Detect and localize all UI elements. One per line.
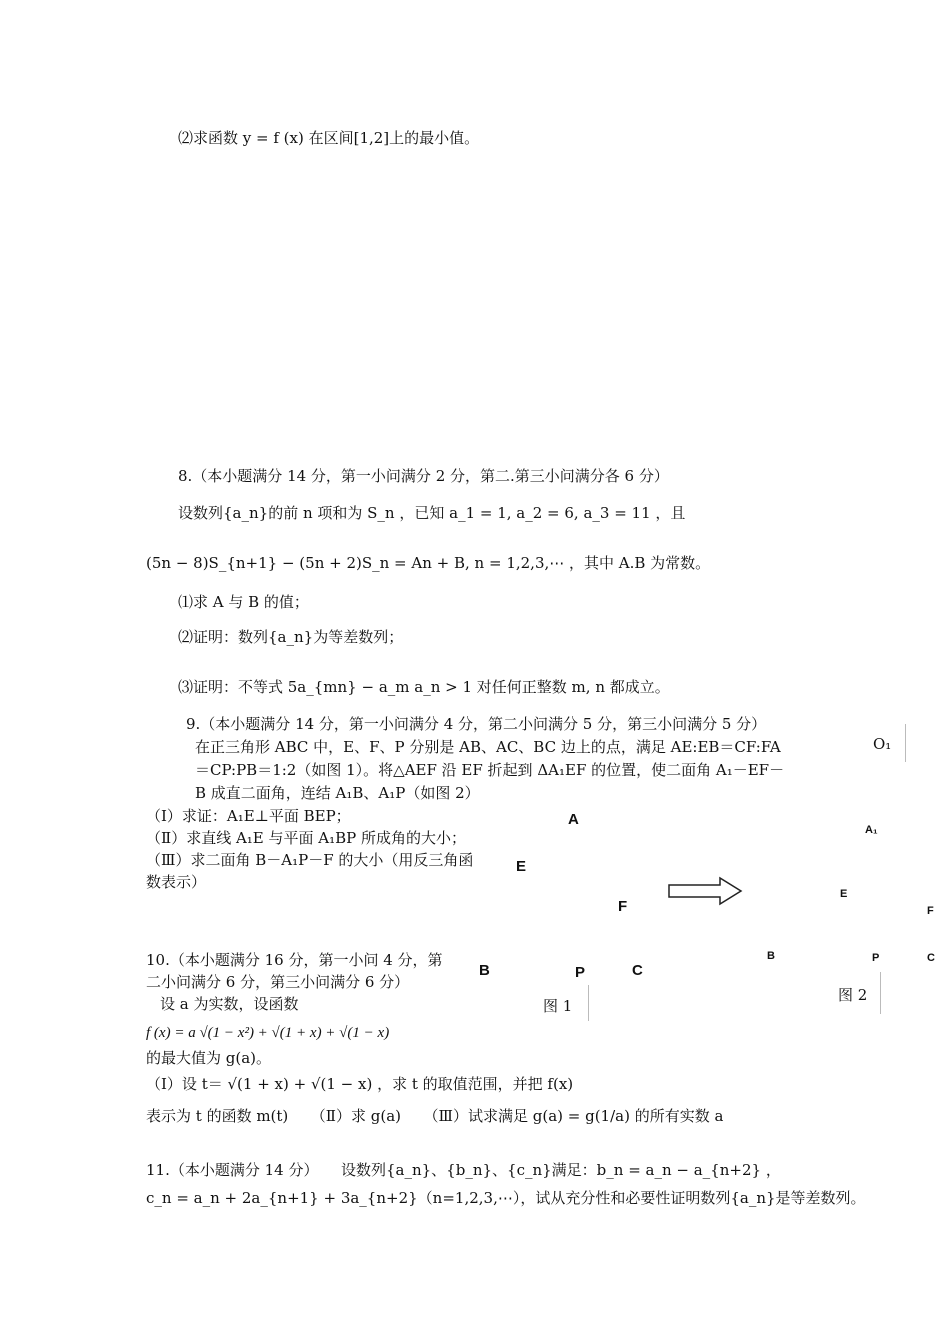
fig1-caption: 图 1 [543, 997, 573, 1015]
fold-arrow-icon [668, 876, 744, 906]
q11-line1: 11.（本小题满分 14 分） 设数列{a_n}、{b_n}、{c_n}满足：b_n = a_n − a_{n+2} ， [146, 1161, 781, 1179]
fig2-label-e: E [840, 888, 848, 900]
q9-line2: 在正三角形 ABC 中，E、F、P 分别是 AB、AC、BC 边上的点，满足 AE:EB＝CF:FA [195, 738, 781, 756]
fig1-label-f: F [618, 898, 628, 915]
q8-header: 8.（本小题满分 14 分，第一小问满分 2 分，第二.第三小问满分各 6 分） [178, 467, 669, 485]
fig1-divider [588, 985, 589, 1021]
fig1-label-a: A [568, 811, 579, 828]
fig1-label-p: P [575, 964, 586, 981]
q8-part3: ⑶证明：不等式 5a_{mn} − a_m a_n > 1 对任何正整数 m, n 都成立。 [178, 678, 670, 696]
q8-part2: ⑵证明：数列{a_n}为等差数列； [178, 628, 404, 646]
q9-part-iii-2: 数表示） [146, 873, 207, 891]
q9-line3: ＝CP:PB＝1:2（如图 1）。将△AEF 沿 EF 折起到 ΔA₁EF 的位置，使二面角 A₁－EF－ [195, 761, 785, 779]
q8-part1: ⑴求 A 与 B 的值； [178, 593, 309, 611]
q10-line3: 设 a 为实数，设函数 [160, 995, 299, 1013]
q10-line2: 二小问满分 6 分，第三小问满分 6 分） [146, 973, 410, 991]
fig2-top-divider [905, 724, 906, 762]
q8-line1: 设数列{a_n}的前 n 项和为 S_n ，已知 a_1 = 1, a_2 = 6, a_3 = 11 ，且 [178, 504, 686, 522]
fig2-divider [880, 972, 881, 1014]
fig1-label-c: C [632, 962, 643, 979]
fig2-label-c: C [927, 952, 935, 964]
q9-line4: B 成直二面角，连结 A₁B、A₁P（如图 2） [195, 784, 480, 802]
fig2-label-a1: A₁ [865, 824, 878, 836]
q9-line1: 9.（本小题满分 14 分，第一小问满分 4 分，第二小问满分 5 分，第三小问满分 5 分） [186, 715, 767, 733]
fig2-caption: 图 2 [838, 986, 868, 1004]
q11-line2: c_n = a_n + 2a_{n+1} + 3a_{n+2}（n=1,2,3,⋯），试从充分性和必要性证明数列{a_n}是等差数列。 [146, 1189, 866, 1207]
fig2-label-b: B [767, 950, 775, 962]
fig2-label-p: P [872, 952, 880, 964]
q9-part-iii-1: （Ⅲ）求二面角 B－A₁P－F 的大小（用反三角函 [146, 851, 474, 869]
q7-part2: ⑵求函数 y = f (x) 在区间[1,2]上的最小值。 [178, 129, 480, 147]
q9-part-i: （Ⅰ）求证：A₁E⊥平面 BEP； [146, 807, 351, 825]
fig1-label-e: E [516, 858, 527, 875]
q8-line2: (5n − 8)S_{n+1} − (5n + 2)S_n = An + B, n = 1,2,3,⋯ ，其中 A.B 为常数。 [146, 554, 711, 572]
fig2-label-f: F [927, 905, 934, 917]
q10-line4: 的最大值为 g(a)。 [146, 1049, 272, 1067]
q10-part-ii-iii: 表示为 t 的函数 m(t) （Ⅱ）求 g(a) （Ⅲ）试求满足 g(a) = g(1/a) 的所有实数 a [146, 1107, 724, 1125]
q10-part-i: （Ⅰ）设 t＝ √(1 + x) + √(1 − x) ，求 t 的取值范围，并把 f(x) [146, 1075, 574, 1093]
fig2-label-o1: O₁ [873, 735, 892, 753]
fig1-label-b: B [479, 962, 490, 979]
q9-part-ii: （Ⅱ）求直线 A₁E 与平面 A₁BP 所成角的大小； [146, 829, 467, 847]
q10-formula: f (x) = a √(1 − x²) + √(1 + x) + √(1 − x) [146, 1025, 390, 1041]
q10-line1: 10.（本小题满分 16 分，第一小问 4 分，第 [146, 951, 443, 969]
